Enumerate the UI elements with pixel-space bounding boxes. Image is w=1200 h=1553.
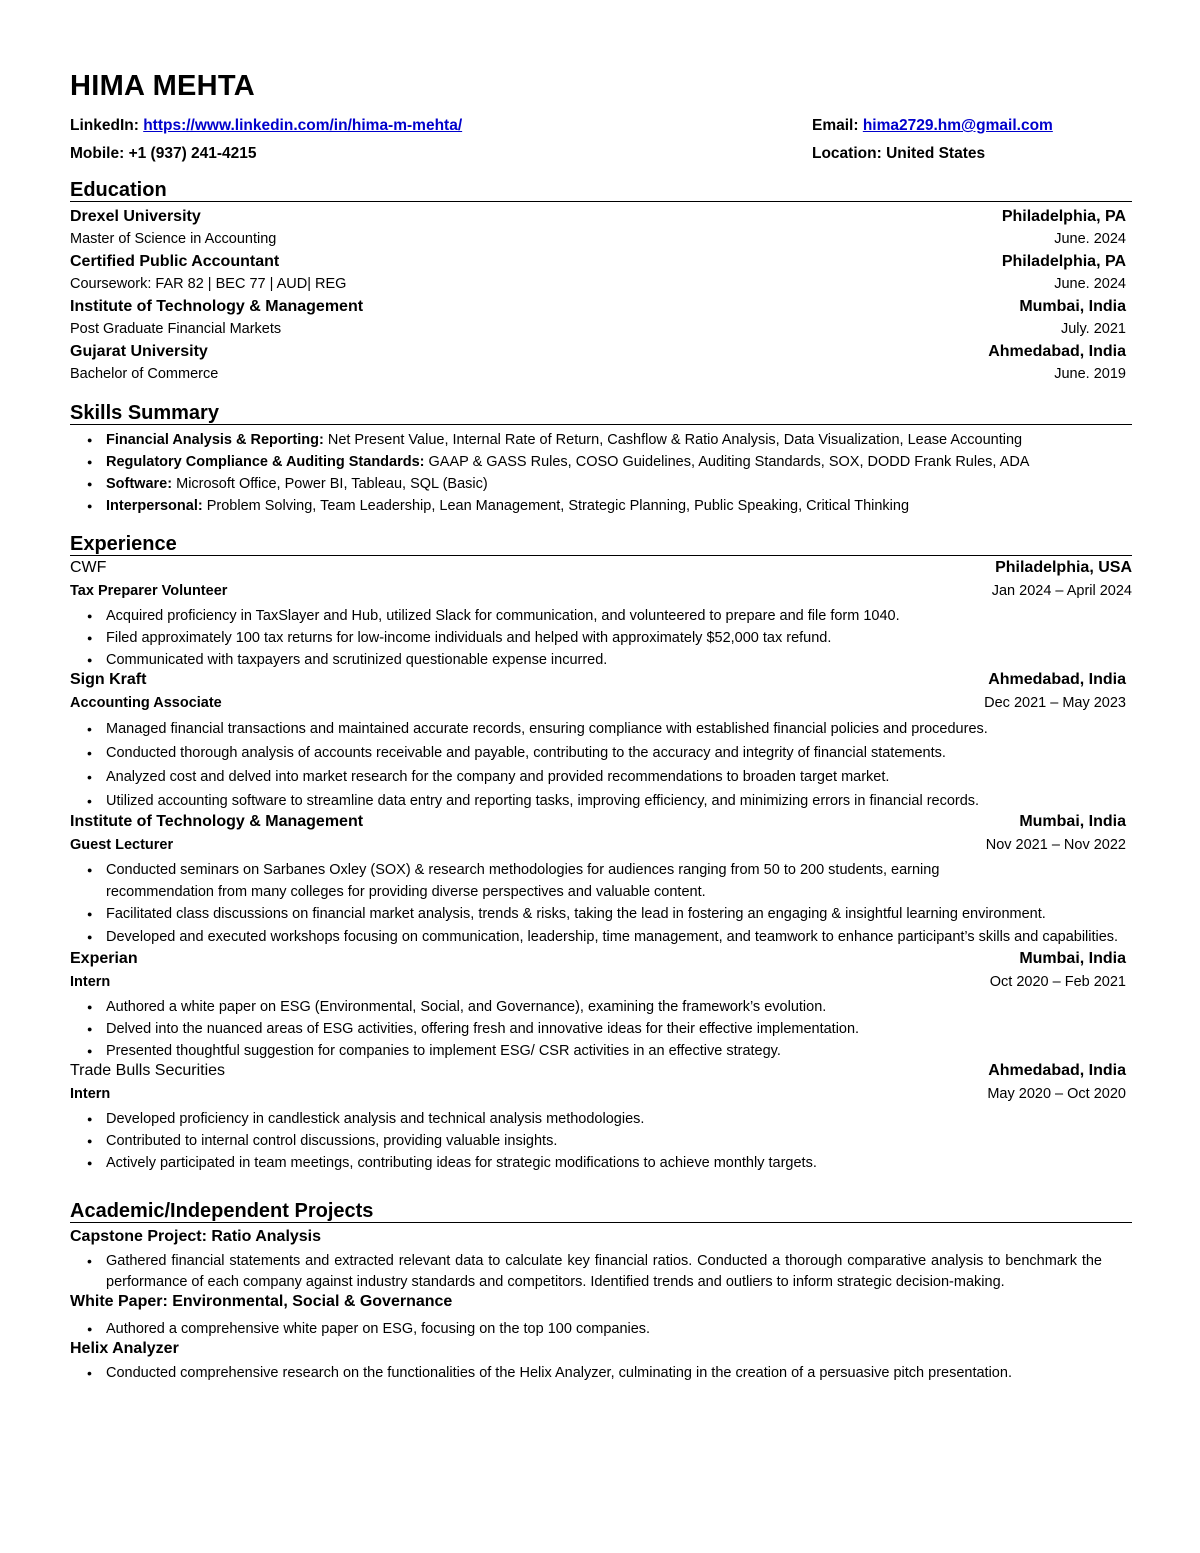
job-location: Ahmedabad, India	[988, 1062, 1126, 1079]
project-bullet: • Gathered financial statements and extracted relevant data to calculate key financial ratios. Conducted a thorough comparative analysis to benchmark the performance of each company against industry standards and competitors. Identified trends and outliers to inform strategic decision-making.	[70, 1251, 1132, 1293]
skill-item	[70, 429, 1132, 451]
skills-heading: Skills Summary	[70, 402, 1132, 425]
education-entry	[70, 253, 1132, 298]
school-location: Philadelphia, PA	[1001, 208, 1126, 225]
school-name: Certified Public Accountant	[70, 253, 280, 270]
job-bullets	[70, 717, 1132, 813]
job-title: Intern	[70, 974, 111, 990]
job-bullet: • Managed financial transactions and maintained accurate records, ensuring compliance with established financial policies and procedures.	[70, 717, 1132, 741]
education-list	[70, 208, 1132, 388]
job-bullet: • Analyzed cost and delved into market research for the company and provided recommendations to broaden target market.	[70, 765, 1132, 789]
skill-label: Interpersonal:	[106, 498, 203, 514]
skills-list	[70, 429, 1132, 517]
email-label: Email:	[812, 117, 859, 134]
job-title: Accounting Associate	[70, 695, 222, 711]
school-name: Institute of Technology & Management	[70, 298, 364, 315]
project-bullets	[70, 1362, 1132, 1384]
job-bullet: ● Actively participated in team meetings, contributing ideas for strategic modifications to achieve monthly targets.	[70, 1152, 1132, 1174]
skill-text: Microsoft Office, Power BI, Tableau, SQL (Basic)	[176, 476, 488, 492]
job-location: Mumbai, India	[1019, 950, 1126, 967]
company-name: Sign Kraft	[70, 671, 147, 688]
job-bullets	[70, 605, 1132, 671]
linkedin	[70, 117, 462, 135]
job-entry	[70, 950, 1132, 1062]
mobile-label: Mobile:	[70, 145, 125, 162]
job-title: Tax Preparer Volunteer	[70, 583, 228, 599]
skill-text: Problem Solving, Team Leadership, Lean Management, Strategic Planning, Public Speaking, Critical Thinking	[206, 498, 910, 514]
email	[812, 117, 1053, 135]
date: July. 2021	[1060, 321, 1126, 337]
project-bullet: ● Authored a comprehensive white paper on ESG, focusing on the top 100 companies.	[70, 1318, 1132, 1340]
company-name: Institute of Technology & Management	[70, 813, 364, 830]
project-entry	[70, 1340, 1132, 1384]
job-bullet: ● Contributed to internal control discussions, providing valuable insights.	[70, 1130, 1132, 1152]
degree: Coursework: FAR 82 | BEC 77 | AUD| REG	[70, 276, 347, 292]
job-date: May 2020 – Oct 2020	[987, 1086, 1126, 1102]
degree: Bachelor of Commerce	[70, 366, 219, 382]
skill-label: Regulatory Compliance & Auditing Standards:	[106, 454, 425, 470]
candidate-name: HIMA MEHTA	[70, 70, 256, 102]
education-entry	[70, 208, 1132, 253]
job-date: Jan 2024 – April 2024	[991, 583, 1132, 599]
job-bullet: ● Presented thoughtful suggestion for companies to implement ESG/ CSR activities in an effective strategy.	[70, 1040, 1132, 1062]
job-bullet: ● Delved into the nuanced areas of ESG activities, offering fresh and innovative ideas for their effective implementation.	[70, 1018, 1132, 1040]
job-entry	[70, 559, 1132, 671]
email-link[interactable]: hima2729.hm@gmail.com	[862, 117, 1053, 134]
mobile	[70, 145, 257, 163]
skill-text: GAAP & GASS Rules, COSO Guidelines, Auditing Standards, SOX, DODD Frank Rules, ADA	[428, 454, 1030, 470]
education-entry	[70, 343, 1132, 388]
resume-page	[70, 72, 1132, 1384]
projects-heading: Academic/Independent Projects	[70, 1200, 1132, 1223]
job-title: Guest Lecturer	[70, 837, 174, 853]
project-entry	[70, 1293, 1132, 1340]
project-name: Helix Analyzer	[70, 1340, 179, 1357]
school-location: Ahmedabad, India	[988, 343, 1126, 360]
job-bullet: ● Communicated with taxpayers and scrutinized questionable expense incurred.	[70, 649, 1132, 671]
job-location: Ahmedabad, India	[988, 671, 1126, 688]
skill-label: Software:	[106, 476, 173, 492]
job-bullets	[70, 996, 1132, 1062]
job-bullet: ● Developed proficiency in candlestick analysis and technical analysis methodologies.	[70, 1108, 1132, 1130]
contact-row-2	[70, 141, 1132, 169]
job-bullet: ● Conducted seminars on Sarbanes Oxley (SOX) & research methodologies for audiences ranging from 50 to 200 students, earning recommendation from many colleges for providing diverse perspectives and valuable content.	[70, 859, 1132, 903]
mobile-number: +1 (937) 241-4215	[128, 145, 257, 162]
project-bullet: • Conducted comprehensive research on the functionalities of the Helix Analyzer, culminating in the creation of a persuasive pitch presentation.	[70, 1362, 1132, 1384]
school-location: Mumbai, India	[1019, 298, 1126, 315]
project-bullets	[70, 1318, 1132, 1340]
degree: Post Graduate Financial Markets	[70, 321, 282, 337]
project-entry	[70, 1228, 1132, 1293]
experience-heading: Experience	[70, 533, 1132, 556]
date: June. 2024	[1054, 276, 1126, 292]
job-date: Oct 2020 – Feb 2021	[989, 974, 1126, 990]
job-bullets	[70, 859, 1132, 950]
job-entry	[70, 1062, 1132, 1174]
skill-text: Net Present Value, Internal Rate of Return, Cashflow & Ratio Analysis, Data Visualization, Lease Accounting	[327, 432, 1023, 448]
education-heading: Education	[70, 179, 1132, 202]
job-bullet: ● Facilitated class discussions on financial market analysis, trends & risks, taking the lead in fostering an engaging & insightful learning environment.	[70, 903, 1132, 925]
project-name: Capstone Project: Ratio Analysis	[70, 1228, 322, 1245]
job-bullet: ● Authored a white paper on ESG (Environmental, Social, and Governance), examining the framework’s evolution.	[70, 996, 1132, 1018]
date: June. 2024	[1054, 231, 1126, 247]
location-label: Location:	[812, 145, 882, 162]
job-bullet: ● Acquired proficiency in TaxSlayer and Hub, utilized Slack for communication, and volunteered to prepare and file form 1040.	[70, 605, 1132, 627]
company-name: Trade Bulls Securities	[70, 1062, 226, 1079]
job-location: Philadelphia, USA	[995, 559, 1132, 576]
school-name: Drexel University	[70, 208, 201, 225]
job-entry	[70, 813, 1132, 950]
skill-item	[70, 495, 1132, 517]
project-bullets	[70, 1251, 1132, 1293]
skill-item	[70, 451, 1132, 473]
company-name: CWF	[70, 559, 107, 576]
job-bullet: • Utilized accounting software to streamline data entry and reporting tasks, improving efficiency, and minimizing errors in financial records.	[70, 789, 1132, 813]
location	[812, 145, 985, 163]
skill-label: Financial Analysis & Reporting:	[106, 432, 324, 448]
contact-row-1	[70, 113, 1132, 141]
job-bullet: • Conducted thorough analysis of accounts receivable and payable, contributing to the accuracy and integrity of financial statements.	[70, 741, 1132, 765]
skill-item	[70, 473, 1132, 495]
job-bullets	[70, 1108, 1132, 1174]
date: June. 2019	[1054, 366, 1126, 382]
school-location: Philadelphia, PA	[1001, 253, 1126, 270]
linkedin-link[interactable]: https://www.linkedin.com/in/hima-m-mehta/	[143, 117, 463, 134]
location-value: United States	[886, 145, 986, 162]
job-bullet: ● Developed and executed workshops focusing on communication, leadership, time management, and teamwork to enhance participant’s skills and capabilities.	[70, 925, 1132, 950]
education-entry	[70, 298, 1132, 343]
job-location: Mumbai, India	[1019, 813, 1126, 830]
linkedin-label: LinkedIn:	[70, 117, 139, 134]
school-name: Gujarat University	[70, 343, 208, 360]
job-entry	[70, 671, 1132, 813]
job-date: Nov 2021 – Nov 2022	[985, 837, 1126, 853]
job-date: Dec 2021 – May 2023	[984, 695, 1126, 711]
company-name: Experian	[70, 950, 138, 967]
job-bullet: ● Filed approximately 100 tax returns for low-income individuals and helped with approximately $52,000 tax refund.	[70, 627, 1132, 649]
job-title: Intern	[70, 1086, 111, 1102]
degree: Master of Science in Accounting	[70, 231, 277, 247]
project-name: White Paper: Environmental, Social & Governance	[70, 1293, 453, 1310]
